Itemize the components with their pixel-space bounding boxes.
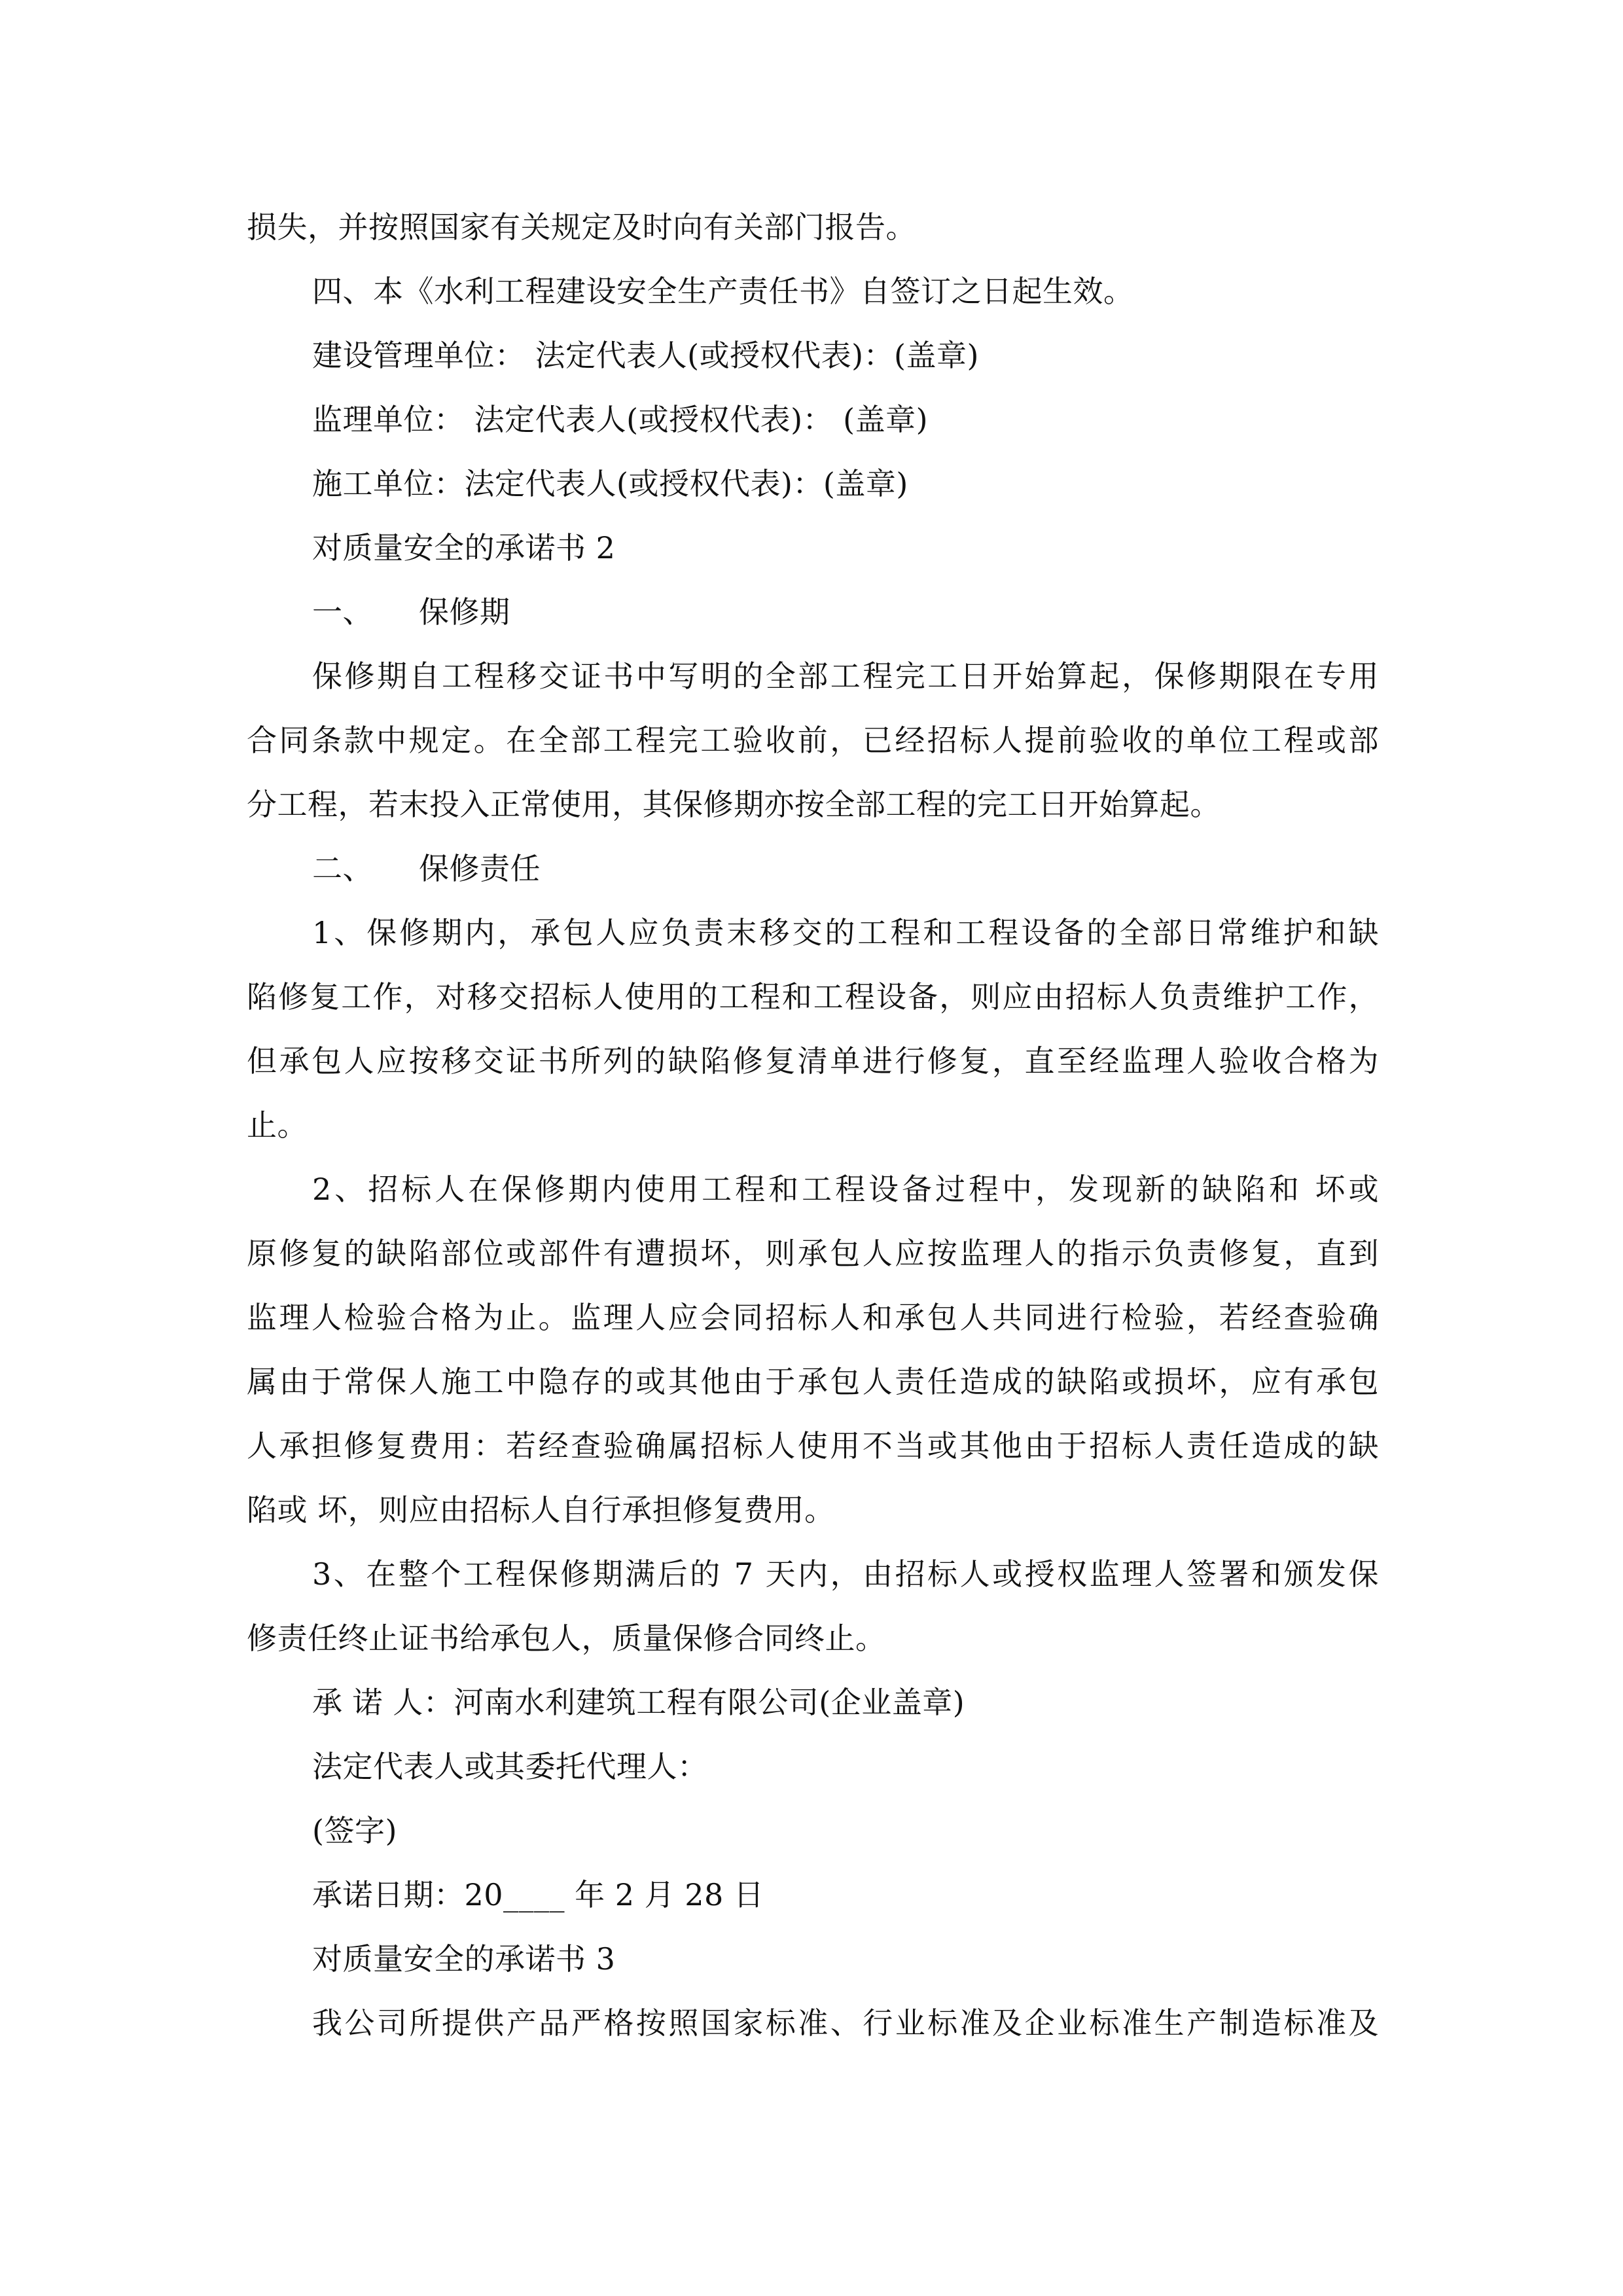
text-line: 3、在整个工程保修期满后的 7 天内，由招标人或授权监理人签署和颁发保 bbox=[312, 1556, 1379, 1592]
text-line: 1、保修期内，承包人应负责末移交的工程和工程设备的全部日常维护和缺 bbox=[312, 915, 1379, 950]
text-line: 原修复的缺陷部位或部件有遭损坏，则承包人应按监理人的指示负责修复，直到 bbox=[247, 1236, 1379, 1271]
legal-representative-line: 法定代表人或其委托代理人： bbox=[312, 1749, 708, 1784]
text-line: 止。 bbox=[247, 1107, 308, 1143]
text-line: 我公司所提供产品严格按照国家标准、行业标准及企业标准生产制造标准及 bbox=[312, 2005, 1379, 2041]
heading-title: 保修责任 bbox=[419, 851, 541, 886]
text-line: 损失，并按照国家有关规定及时向有关部门报告。 bbox=[247, 209, 916, 245]
signature-line-construction: 施工单位：法定代表人(或授权代表)：(盖章) bbox=[312, 466, 908, 501]
section-title: 对质量安全的承诺书 2 bbox=[312, 530, 616, 565]
text-line: 陷修复工作，对移交招标人使用的工程和工程设备，则应由招标人负责维护工作， bbox=[247, 979, 1379, 1014]
section-title: 对质量安全的承诺书 3 bbox=[312, 1941, 616, 1977]
document-body bbox=[247, 195, 1379, 2055]
text-line: 分工程，若末投入正常使用，其保修期亦按全部工程的完工日开始算起。 bbox=[247, 787, 1221, 822]
text-line: 人承担修复费用：若经查验确属招标人使用不当或其他由于招标人责任造成的缺 bbox=[247, 1428, 1379, 1463]
text-line: 修责任终止证书给承包人，质量保修合同终止。 bbox=[247, 1621, 886, 1656]
signature-line-supervision: 监理单位： 法定代表人(或授权代表)： (盖章) bbox=[312, 402, 929, 437]
promise-date-line: 承诺日期：20____ 年 2 月 28 日 bbox=[312, 1877, 764, 1912]
text-line: 合同条款中规定。在全部工程完工验收前，已经招标人提前验收的单位工程或部 bbox=[247, 723, 1379, 758]
heading-number: 一、 bbox=[312, 594, 373, 630]
signature-line-construction-management: 建设管理单位： 法定代表人(或授权代表)：(盖章) bbox=[312, 338, 979, 373]
text-line: 监理人检验合格为止。监理人应会同招标人和承包人共同进行检验，若经查验确 bbox=[247, 1300, 1379, 1335]
signature-note: (签字) bbox=[312, 1813, 397, 1848]
heading-number: 二、 bbox=[312, 851, 373, 886]
text-line: 四、本《水利工程建设安全生产责任书》自签订之日起生效。 bbox=[312, 274, 1134, 309]
text-line: 保修期自工程移交证书中写明的全部工程完工日开始算起，保修期限在专用 bbox=[312, 658, 1379, 694]
text-line: 但承包人应按移交证书所列的缺陷修复清单进行修复，直至经监理人验收合格为 bbox=[247, 1043, 1379, 1079]
section-heading bbox=[247, 836, 1379, 901]
heading-title: 保修期 bbox=[419, 594, 510, 630]
text-line: 属由于常保人施工中隐存的或其他由于承包人责任造成的缺陷或损坏，应有承包 bbox=[247, 1364, 1379, 1399]
text-line: 2、招标人在保修期内使用工程和工程设备过程中，发现新的缺陷和 坏或 bbox=[312, 1172, 1379, 1207]
section-heading bbox=[247, 580, 1379, 644]
text-line: 陷或 坏，则应由招标人自行承担修复费用。 bbox=[247, 1492, 835, 1528]
promisor-line: 承 诺 人：河南水利建筑工程有限公司(企业盖章) bbox=[312, 1685, 965, 1720]
